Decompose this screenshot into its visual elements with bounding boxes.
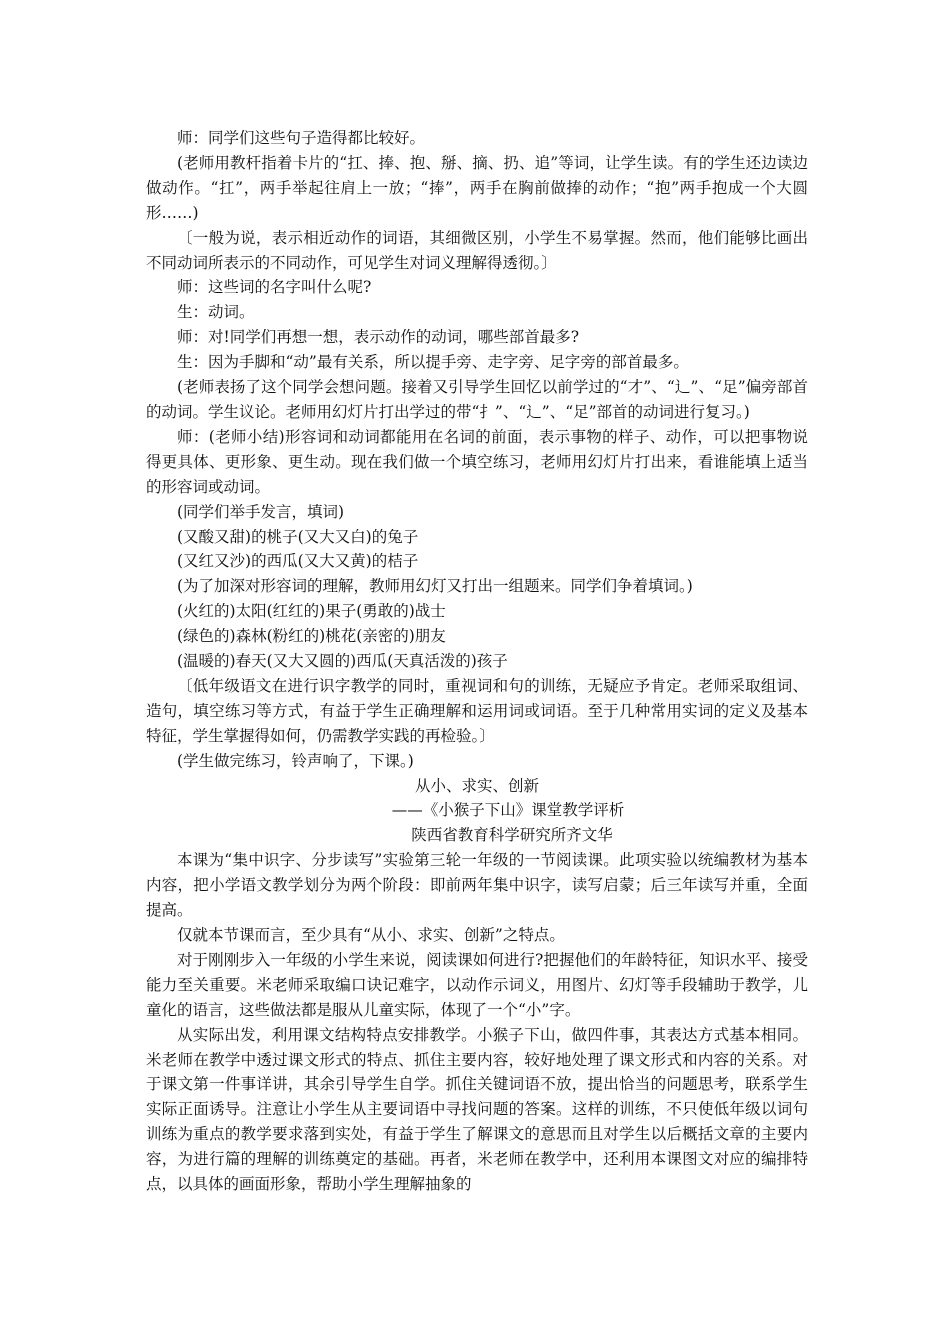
paragraph: (为了加深对形容词的理解，教师用幻灯又打出一组题来。同学们争着填词。) — [177, 577, 693, 596]
paragraph: (老师用教杆指着卡片的“扛、捧、抱、掰、摘、扔、追”等词，让学生读。有的学生还边读边做动作。“扛”，两手举起往肩上一放；“捧”，两手在胸前做捧的动作；“抱”两手抱成一个大圆形……) — [146, 153, 808, 222]
paragraph: 〔一般为说，表示相近动作的词语，其细微区别，小学生不易掌握。然而，他们能够比画出不同动词所表示的不同动作，可见学生对词义理解得透彻。〕 — [146, 228, 808, 272]
paragraph: 生：动词。 — [177, 303, 255, 322]
paragraph: 师：这些词的名字叫什么呢? — [177, 278, 372, 297]
paragraph: 仅就本节课而言，至少具有“从小、求实、创新”之特点。 — [177, 926, 565, 944]
paragraph: (温暖的)春天(又大又圆的)西瓜(天真活泼的)孩子 — [177, 652, 508, 671]
paragraph: (同学们举手发言，填词) — [177, 502, 345, 521]
paragraph: (学生做完练习，铃声响了，下课。) — [177, 751, 414, 770]
paragraph: (火红的)太阳(红红的)果子(勇敢的)战士 — [177, 602, 446, 621]
paragraph: 〔低年级语文在进行识字教学的同时，重视词和句的训练，无疑应予肯定。老师采取组词、造句，填空练习等方式，有益于学生正确理解和运用词或词语。至于几种常用实词的定义及基本特征，学生掌握得如何，仍需教学实践的再检验。〕 — [146, 676, 808, 745]
paragraph: 生：因为手脚和“动”最有关系，所以提手旁、走字旁、足字旁的部首最多。 — [177, 353, 689, 372]
paragraph: 对于刚刚步入一年级的小学生来说，阅读课如何进行?把握他们的年龄特征，知识水平、接受能力至关重要。米老师采取编口诀记难字，以动作示词义，用图片、幻灯等手段辅助于教学，儿童化的语言，这些做法都是服从儿童实际，体现了一个“小”字。 — [146, 950, 808, 1019]
paragraph: 师：(老师小结)形容词和动词都能用在名词的前面，表示事物的样子、动作，可以把事物说得更具体、更形象、更生动。现在我们做一个填空练习，老师用幻灯片打出来，看谁能填上适当的形容词或动词。 — [146, 427, 808, 496]
article-title: 从小、求实、创新 — [414, 776, 539, 795]
article-subtitle: ——《小猴子下山》课堂教学评析 — [391, 801, 625, 820]
paragraph: (绿色的)森林(粉红的)桃花(亲密的)朋友 — [177, 627, 446, 646]
paragraph: (又红又沙)的西瓜(又大又黄)的桔子 — [177, 552, 419, 571]
paragraph: 师：同学们这些句子造得都比较好。 — [177, 129, 426, 147]
paragraph: 本课为“集中识字、分步读写”实验第三轮一年级的一节阅读课。此项实验以统编教材为基本内容，把小学语文教学划分为两个阶段：即前两年集中识字，读写启蒙；后三年读写并重，全面提高。 — [146, 851, 808, 920]
document-body — [146, 126, 808, 1197]
paragraph: 师：对!同学们再想一想，表示动作的动词，哪些部首最多? — [177, 328, 580, 347]
paragraph: (又酸又甜)的桃子(又大又白)的兔子 — [177, 527, 419, 546]
article-author: 陕西省教育科学研究所齐文华 — [411, 826, 613, 845]
paragraph: 从实际出发，利用课文结构特点安排教学。小猴子下山，做四件事，其表达方式基本相同。米老师在教学中透过课文形式的特点、抓住主要内容，较好地处理了课文形式和内容的关系。对于课文第一件事详讲，其余引导学生自学。抓住关键词语不放，提出恰当的问题思考，联系学生实际正面诱导。注意让小学生从主要词语中寻找问题的答案。这样的训练，不只使低年级以词句训练为重点的教学要求落到实处，有益于学生了解课文的意思而且对学生以后概括文章的主要内容，为进行篇的理解的训练奠定的基础。再者，米老师在教学中，还利用本课图文对应的编排特点，以具体的画面形象，帮助小学生理解抽象的 — [146, 1025, 808, 1194]
paragraph: (老师表扬了这个同学会想问题。接着又引导学生回忆以前学过的“才”、“辶”、“足”偏旁部首的动词。学生议论。老师用幻灯片打出学过的带“扌”、“辶”、“足”部首的动词进行复习。) — [146, 378, 808, 421]
